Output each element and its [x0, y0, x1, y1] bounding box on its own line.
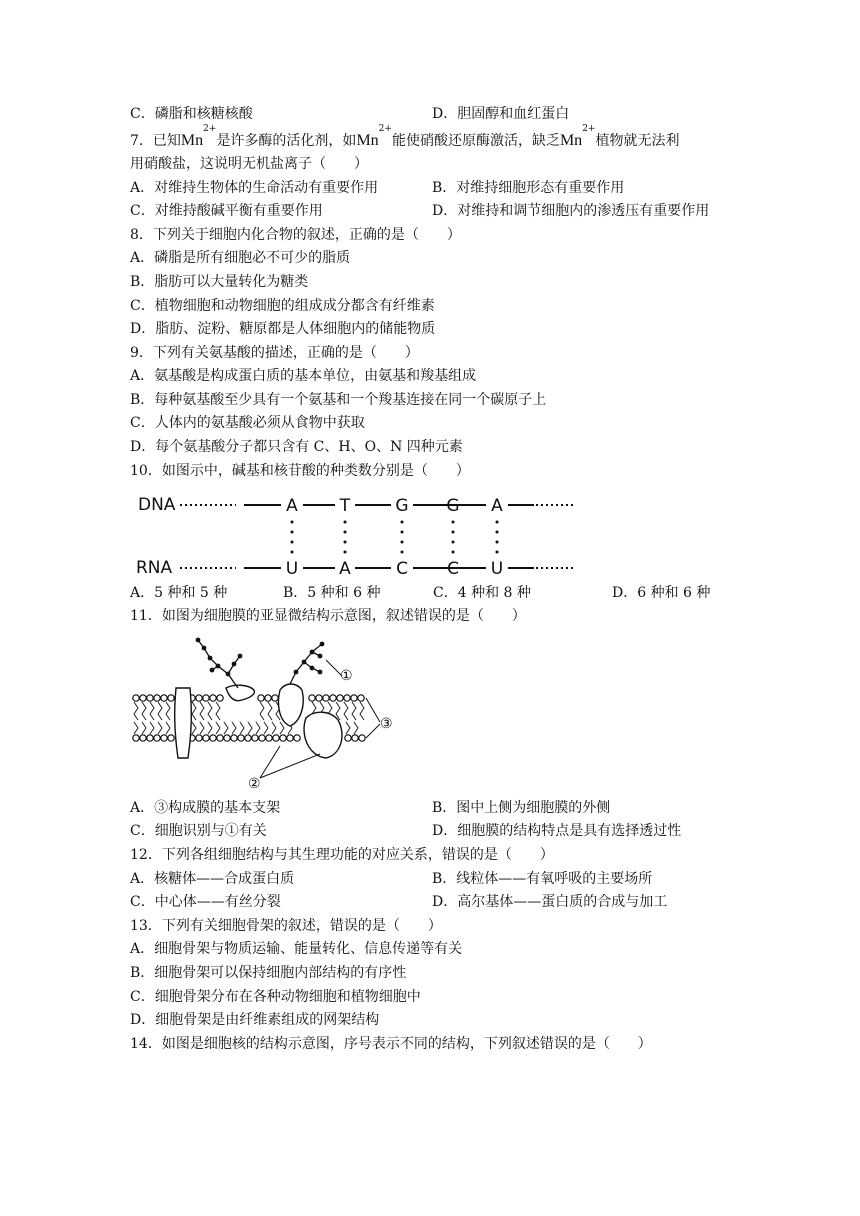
q7-ion-1: Mn [180, 132, 204, 149]
q7-ion-2: Mn [356, 132, 379, 149]
q10-option-c: C．4 种和 8 种 [433, 585, 531, 601]
q13-option-b: B．细胞骨架可以保持细胞内部结构的有序性 [130, 965, 407, 981]
q7-option-d: D．对维持和调节细胞内的渗透压有重要作用 [432, 203, 710, 219]
q7-charge-1: 2+ [203, 124, 217, 134]
q6-option-c: C．磷脂和核糖核酸 [130, 106, 253, 122]
q7-ion-3: Mn [559, 132, 583, 149]
rna-base-5: U [490, 559, 504, 579]
q7-option-c: C．对维持酸碱平衡有重要作用 [130, 203, 323, 219]
q11-options-ab [130, 798, 740, 818]
rna-base-1: U [285, 559, 299, 579]
q7-options-cd [130, 201, 740, 221]
rna-base-2: A [339, 559, 351, 579]
q11-option-b: B．图中上侧为细胞膜的外侧 [432, 800, 611, 816]
q9-option-d: D．每个氨基酸分子都只含有 C、H、O、N 四种元素 [130, 439, 463, 455]
q7-stem-part3: 能使硝酸还原酶激活，缺乏 [391, 133, 560, 149]
label-1: ① [340, 668, 353, 684]
q11-options-cd [130, 821, 740, 841]
q10-option-a: A．5 种和 5 种 [130, 585, 228, 601]
rna-base-4: C [447, 559, 459, 579]
q11-option-c: C．细胞识别与①有关 [130, 823, 267, 839]
q7-stem-part2: 是许多酶的活化剂，如 [216, 133, 357, 149]
q7-charge-2: 2+ [378, 124, 392, 134]
q7-options-ab [130, 178, 740, 198]
q7-stem-line1 [130, 124, 740, 151]
q7-option-b: B．对维持细胞形态有重要作用 [432, 180, 625, 196]
q11-stem: 11．如图为细胞膜的亚显微结构示意图，叙述错误的是（ ） [130, 608, 526, 624]
dna-label: DNA [138, 495, 176, 515]
embedded-protein-middle [278, 684, 303, 726]
transmembrane-protein-left [175, 688, 192, 758]
q8-stem: 8．下列关于细胞内化合物的叙述，正确的是（ ） [130, 227, 461, 243]
q12-option-c: C．中心体——有丝分裂 [130, 894, 281, 910]
q6-option-d: D．胆固醇和血红蛋白 [432, 106, 570, 122]
q13-stem: 13．下列有关细胞骨架的叙述，错误的是（ ） [130, 918, 442, 934]
q7-option-a: A．对维持生物体的生命活动有重要作用 [130, 180, 379, 196]
dna-base-2: T [339, 496, 351, 516]
q12-options-cd [130, 892, 740, 912]
label-3: ③ [380, 716, 393, 732]
q8-option-a: A．磷脂是所有细胞必不可少的脂质 [130, 250, 351, 266]
q12-option-a: A．核糖体——合成蛋白质 [130, 871, 295, 887]
dna-rna-pairing-diagram [136, 488, 596, 580]
dna-base-5: A [491, 496, 503, 516]
q7-charge-3: 2+ [582, 124, 596, 134]
q7-stem-part4: 植物就无法利 [595, 133, 680, 149]
q12-option-b: B．线粒体——有氧呼吸的主要场所 [432, 871, 653, 887]
q7-stem-part1: 7．已知 [130, 133, 181, 149]
q11-option-d: D．细胞膜的结构特点是具有选择透过性 [432, 823, 682, 839]
dna-base-1: A [286, 496, 298, 516]
q6-options-cd [130, 104, 740, 124]
cell-membrane-diagram [130, 630, 400, 792]
q12-option-d: D．高尔基体——蛋白质的合成与加工 [432, 894, 668, 910]
q11-option-a: A．③构成膜的基本支架 [130, 800, 281, 816]
q13-option-a: A．细胞骨架与物质运输、能量转化、信息传递等有关 [130, 941, 463, 957]
q8-option-c: C．植物细胞和动物细胞的组成成分都含有纤维素 [130, 298, 435, 314]
surface-protein-top [226, 685, 254, 700]
q9-option-b: B．每种氨基酸至少具有一个氨基和一个羧基连接在同一个碳原子上 [130, 392, 547, 408]
q8-option-d: D．脂肪、淀粉、糖原都是人体细胞内的储能物质 [130, 321, 436, 337]
q9-stem: 9．下列有关氨基酸的描述，正确的是（ ） [130, 345, 419, 361]
dna-base-4: G [446, 496, 460, 516]
q13-option-d: D．细胞骨架是由纤维素组成的网架结构 [130, 1012, 380, 1028]
integral-protein-bottom [304, 712, 342, 758]
label-2: ② [248, 776, 261, 792]
q9-option-a: A．氨基酸是构成蛋白质的基本单位，由氨基和羧基组成 [130, 368, 477, 384]
q10-stem: 10．如图示中，碱基和核苷酸的种类数分别是（ ） [130, 463, 470, 479]
dna-base-3: G [395, 496, 409, 516]
q10-option-d: D．6 种和 6 种 [612, 585, 711, 601]
q13-option-c: C．细胞骨架分布在各种动物细胞和植物细胞中 [130, 989, 421, 1005]
q12-options-ab [130, 869, 740, 889]
rna-label: RNA [136, 558, 173, 578]
sugar-residues [196, 638, 325, 677]
q12-stem: 12．下列各组细胞结构与其生理功能的对应关系，错误的是（ ） [130, 847, 554, 863]
rna-base-3: C [396, 559, 408, 579]
q7-stem-line2: 用硝酸盐，这说明无机盐离子（ ） [130, 156, 368, 172]
q10-option-b: B．5 种和 6 种 [283, 585, 381, 601]
q8-option-b: B．脂肪可以大量转化为糖类 [130, 274, 309, 290]
q14-stem: 14．如图是细胞核的结构示意图，序号表示不同的结构，下列叙述错误的是（ ） [130, 1036, 652, 1052]
q9-option-c: C．人体内的氨基酸必须从食物中获取 [130, 415, 365, 431]
